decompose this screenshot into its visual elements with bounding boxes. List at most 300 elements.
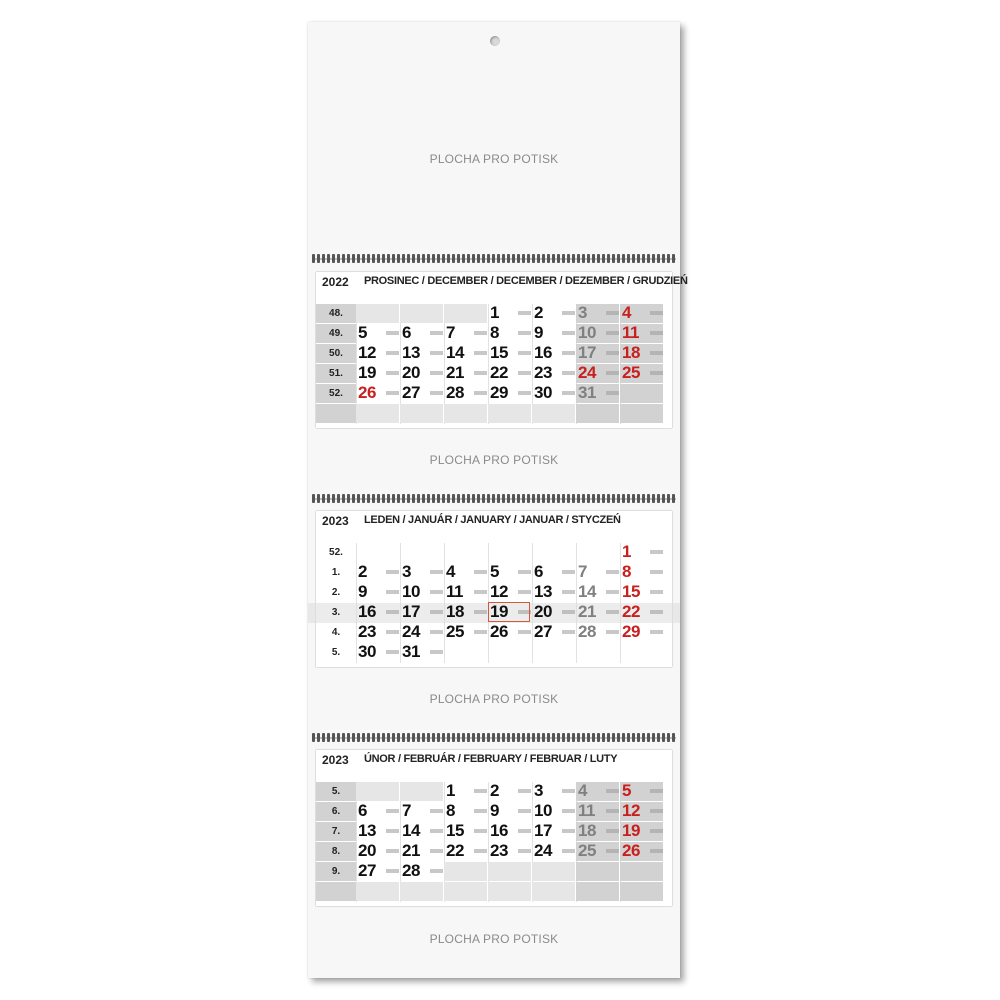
day-cell <box>444 583 487 602</box>
nameday-text <box>562 789 575 793</box>
day-cell <box>488 583 531 602</box>
nameday-text <box>386 630 399 634</box>
day-number: 9 <box>490 801 499 820</box>
day-cell <box>444 384 487 403</box>
nameday-text <box>518 391 531 395</box>
week-row <box>316 603 672 623</box>
week-row <box>316 782 672 802</box>
nameday-text <box>386 869 399 873</box>
day-number: 25 <box>446 622 464 641</box>
day-cell <box>356 603 399 622</box>
day-cell <box>400 344 443 363</box>
week-number: 52. <box>329 547 343 558</box>
nameday-text <box>562 849 575 853</box>
day-cell <box>620 882 663 901</box>
day-cell <box>488 882 531 901</box>
nameday-text <box>430 391 443 395</box>
day-cell <box>532 782 575 801</box>
day-number: 28 <box>402 861 420 880</box>
day-cell <box>488 782 531 801</box>
day-number: 11 <box>578 801 595 820</box>
day-cell <box>400 563 443 582</box>
day-number: 6 <box>402 323 411 342</box>
day-number: 3 <box>402 562 411 581</box>
day-cell <box>444 802 487 821</box>
day-number: 12 <box>490 582 508 601</box>
day-cell <box>532 583 575 602</box>
week-row <box>316 862 672 882</box>
day-number: 29 <box>490 383 508 402</box>
day-number: 24 <box>402 622 420 641</box>
day-number: 8 <box>490 323 499 342</box>
day-cell <box>576 842 619 861</box>
day-cell <box>576 384 619 403</box>
nameday-text <box>430 590 443 594</box>
day-cell <box>532 802 575 821</box>
spiral-binding-2 <box>312 494 676 504</box>
day-cell <box>532 862 575 881</box>
day-number: 18 <box>578 821 596 840</box>
day-cell <box>400 543 443 562</box>
day-number: 10 <box>402 582 420 601</box>
day-cell <box>488 563 531 582</box>
day-number: 25 <box>578 841 596 860</box>
nameday-text <box>606 331 619 335</box>
day-cell <box>400 782 443 801</box>
day-number: 15 <box>446 821 464 840</box>
nameday-text <box>386 610 399 614</box>
day-cell <box>532 842 575 861</box>
day-number: 21 <box>402 841 420 860</box>
week-row <box>316 583 672 603</box>
day-cell <box>488 862 531 881</box>
day-cell <box>576 782 619 801</box>
day-cell <box>444 304 487 323</box>
nameday-text <box>562 630 575 634</box>
week-number: 3. <box>331 607 341 618</box>
month-header <box>316 511 672 543</box>
day-number: 19 <box>358 363 376 382</box>
day-cell <box>620 862 663 881</box>
day-number: 21 <box>578 602 596 621</box>
day-cell <box>356 782 399 801</box>
nameday-text <box>562 311 575 315</box>
day-cell <box>532 364 575 383</box>
day-cell <box>488 603 531 622</box>
nameday-text <box>386 391 399 395</box>
nameday-text <box>650 590 663 594</box>
nameday-text <box>430 829 443 833</box>
day-cell <box>620 364 663 383</box>
week-number: 52. <box>316 384 356 403</box>
day-cell <box>400 404 443 423</box>
day-number: 10 <box>578 323 596 342</box>
day-cell <box>400 842 443 861</box>
day-number: 22 <box>490 363 508 382</box>
day-cell <box>356 802 399 821</box>
nameday-text <box>562 371 575 375</box>
week-number: 5. <box>331 647 341 658</box>
day-cell <box>444 344 487 363</box>
day-number: 27 <box>402 383 420 402</box>
nameday-text <box>518 630 531 634</box>
day-cell <box>488 643 531 662</box>
day-number: 18 <box>446 602 464 621</box>
week-row <box>316 384 672 404</box>
day-cell <box>488 304 531 323</box>
day-cell <box>444 623 487 642</box>
day-cell <box>488 623 531 642</box>
day-cell <box>444 842 487 861</box>
day-cell <box>488 822 531 841</box>
nameday-text <box>474 351 487 355</box>
nameday-text <box>606 829 619 833</box>
day-cell <box>532 404 575 423</box>
nameday-text <box>606 849 619 853</box>
nameday-text <box>430 570 443 574</box>
nameday-text <box>518 351 531 355</box>
day-number: 2 <box>490 781 499 800</box>
week-number: 7. <box>316 822 356 841</box>
day-cell <box>444 643 487 662</box>
day-cell <box>488 364 531 383</box>
day-cell <box>576 882 619 901</box>
nameday-text <box>474 570 487 574</box>
day-cell <box>488 842 531 861</box>
nameday-text <box>562 829 575 833</box>
week-number: 9. <box>316 862 356 881</box>
nameday-text <box>474 331 487 335</box>
day-cell <box>532 822 575 841</box>
day-cell <box>400 822 443 841</box>
days-grid <box>316 304 672 424</box>
day-cell <box>444 782 487 801</box>
day-cell <box>444 543 487 562</box>
day-cell <box>400 384 443 403</box>
week-number: 4. <box>331 627 341 638</box>
month-title: PROSINEC / DECEMBER / DECEMBER / DEZEMBER / GRUDZIEŃ <box>364 275 688 287</box>
day-cell <box>356 623 399 642</box>
day-number: 28 <box>446 383 464 402</box>
day-number: 14 <box>446 343 464 362</box>
day-cell <box>620 324 663 343</box>
nameday-text <box>650 630 663 634</box>
day-cell <box>576 822 619 841</box>
day-number: 14 <box>402 821 420 840</box>
day-cell <box>400 643 443 662</box>
nameday-text <box>386 650 399 654</box>
day-cell <box>400 304 443 323</box>
day-number: 9 <box>358 582 367 601</box>
nameday-text <box>562 351 575 355</box>
day-cell <box>444 862 487 881</box>
print-area-label-2: PLOCHA PRO POTISK <box>429 453 559 467</box>
day-cell <box>576 324 619 343</box>
day-number: 1 <box>490 303 499 322</box>
day-number: 23 <box>358 622 376 641</box>
nameday-text <box>518 331 531 335</box>
nameday-text <box>606 610 619 614</box>
day-cell <box>620 344 663 363</box>
day-number: 11 <box>622 323 639 342</box>
day-cell <box>620 822 663 841</box>
day-cell <box>444 364 487 383</box>
week-number: 2. <box>331 587 341 598</box>
day-number: 12 <box>622 801 640 820</box>
day-cell <box>444 882 487 901</box>
nameday-text <box>518 789 531 793</box>
day-number: 7 <box>446 323 455 342</box>
day-number: 5 <box>358 323 367 342</box>
print-area-label-3: PLOCHA PRO POTISK <box>429 692 559 706</box>
day-cell <box>620 643 663 662</box>
nameday-text <box>606 371 619 375</box>
nameday-text <box>606 311 619 315</box>
day-cell <box>444 563 487 582</box>
day-cell <box>620 842 663 861</box>
nameday-text <box>518 809 531 813</box>
week-row <box>316 643 672 663</box>
day-number: 26 <box>490 622 508 641</box>
nameday-text <box>386 371 399 375</box>
day-cell <box>488 404 531 423</box>
day-number: 24 <box>578 363 596 382</box>
day-cell <box>400 882 443 901</box>
day-cell <box>356 344 399 363</box>
week-row <box>316 563 672 583</box>
day-cell <box>620 404 663 423</box>
day-number: 29 <box>622 622 640 641</box>
day-number: 19 <box>622 821 640 840</box>
day-number: 4 <box>578 781 587 800</box>
day-number: 20 <box>402 363 420 382</box>
day-cell <box>576 603 619 622</box>
day-number: 16 <box>534 343 552 362</box>
nameday-text <box>562 570 575 574</box>
day-number: 1 <box>622 542 631 561</box>
week-row <box>316 344 672 364</box>
day-cell <box>356 842 399 861</box>
day-cell <box>576 563 619 582</box>
day-number: 6 <box>534 562 543 581</box>
week-row <box>316 543 672 563</box>
day-number: 13 <box>402 343 420 362</box>
day-cell <box>620 384 663 403</box>
week-number: 6. <box>316 802 356 821</box>
spiral-binding-1 <box>312 254 676 264</box>
nameday-text <box>650 371 663 375</box>
nameday-text <box>650 550 663 554</box>
nameday-text <box>606 590 619 594</box>
day-cell <box>400 583 443 602</box>
spiral-binding-3 <box>312 733 676 743</box>
week-row <box>316 822 672 842</box>
nameday-text <box>650 570 663 574</box>
day-number: 27 <box>358 861 376 880</box>
days-grid <box>316 782 672 902</box>
day-number: 13 <box>358 821 376 840</box>
week-row <box>316 324 672 344</box>
day-number: 20 <box>358 841 376 860</box>
day-number: 31 <box>578 383 596 402</box>
day-cell <box>488 802 531 821</box>
day-cell <box>444 404 487 423</box>
day-number: 10 <box>534 801 552 820</box>
week-number: 50. <box>316 344 356 363</box>
day-number: 8 <box>622 562 631 581</box>
week-number: 5. <box>316 782 356 801</box>
day-cell <box>400 862 443 881</box>
day-number: 26 <box>358 383 376 402</box>
current-day-frame <box>488 602 530 622</box>
nameday-text <box>562 391 575 395</box>
day-cell <box>444 603 487 622</box>
day-cell <box>400 623 443 642</box>
nameday-text <box>430 331 443 335</box>
day-cell <box>532 603 575 622</box>
nameday-text <box>518 570 531 574</box>
nameday-text <box>430 630 443 634</box>
day-number: 17 <box>534 821 552 840</box>
month-header <box>316 750 672 782</box>
month-february-2023 <box>316 750 672 906</box>
day-number: 3 <box>578 303 587 322</box>
month-header <box>316 272 688 304</box>
year-label: 2022 <box>322 275 349 289</box>
day-number: 5 <box>622 781 631 800</box>
nameday-text <box>650 789 663 793</box>
day-cell <box>444 822 487 841</box>
day-cell <box>532 563 575 582</box>
week-row <box>316 882 672 902</box>
day-cell <box>356 862 399 881</box>
month-january-2023 <box>316 511 672 667</box>
day-cell <box>356 364 399 383</box>
year-label: 2023 <box>322 753 349 767</box>
nameday-text <box>606 570 619 574</box>
day-cell <box>620 563 663 582</box>
day-cell <box>620 802 663 821</box>
day-number: 7 <box>578 562 587 581</box>
day-cell <box>356 643 399 662</box>
week-number: 8. <box>316 842 356 861</box>
nameday-text <box>474 391 487 395</box>
nameday-text <box>518 590 531 594</box>
day-cell <box>620 583 663 602</box>
day-cell <box>356 304 399 323</box>
day-cell <box>532 623 575 642</box>
day-cell <box>488 344 531 363</box>
day-number: 31 <box>402 642 420 661</box>
nameday-text <box>606 391 619 395</box>
nameday-text <box>650 809 663 813</box>
day-number: 23 <box>534 363 552 382</box>
day-cell <box>620 603 663 622</box>
day-cell <box>356 822 399 841</box>
day-cell <box>400 802 443 821</box>
nameday-text <box>430 869 443 873</box>
day-number: 30 <box>534 383 552 402</box>
nameday-text <box>386 351 399 355</box>
day-cell <box>532 304 575 323</box>
week-number: 1. <box>331 567 341 578</box>
nameday-text <box>518 849 531 853</box>
day-number: 26 <box>622 841 640 860</box>
month-title: LEDEN / JANUÁR / JANUARY / JANUAR / STYCZEŃ <box>364 514 621 526</box>
week-number: 49. <box>316 324 356 343</box>
day-number: 3 <box>534 781 543 800</box>
day-cell <box>576 643 619 662</box>
day-number: 6 <box>358 801 367 820</box>
nameday-text <box>606 809 619 813</box>
nameday-text <box>474 371 487 375</box>
nameday-text <box>650 311 663 315</box>
week-row <box>316 304 672 324</box>
week-number <box>316 882 356 901</box>
day-number: 14 <box>578 582 596 601</box>
year-label: 2023 <box>322 514 349 528</box>
day-cell <box>488 324 531 343</box>
day-cell <box>356 563 399 582</box>
nameday-text <box>562 809 575 813</box>
month-december-2022 <box>316 272 688 428</box>
week-number <box>316 404 356 423</box>
nameday-text <box>650 351 663 355</box>
nameday-text <box>430 650 443 654</box>
day-cell <box>444 324 487 343</box>
day-cell <box>576 583 619 602</box>
nameday-text <box>474 789 487 793</box>
day-cell <box>532 643 575 662</box>
day-number: 20 <box>534 602 552 621</box>
day-number: 17 <box>402 602 420 621</box>
day-cell <box>532 324 575 343</box>
nameday-text <box>474 630 487 634</box>
nameday-text <box>474 590 487 594</box>
nameday-text <box>386 570 399 574</box>
day-number: 12 <box>358 343 376 362</box>
hanging-hole <box>490 36 500 46</box>
month-title: ÚNOR / FEBRUÁR / FEBRUARY / FEBRUAR / LUTY <box>364 753 618 765</box>
nameday-text <box>606 789 619 793</box>
nameday-text <box>430 809 443 813</box>
day-cell <box>532 882 575 901</box>
nameday-text <box>430 351 443 355</box>
day-number: 1 <box>446 781 455 800</box>
wall-calendar-sheet <box>308 22 688 978</box>
day-number: 16 <box>490 821 508 840</box>
days-grid <box>316 543 672 663</box>
day-cell <box>532 384 575 403</box>
day-cell <box>576 344 619 363</box>
nameday-text <box>562 331 575 335</box>
day-cell <box>576 364 619 383</box>
day-cell <box>488 384 531 403</box>
day-number: 11 <box>446 582 463 601</box>
day-cell <box>400 364 443 383</box>
day-number: 22 <box>446 841 464 860</box>
day-cell <box>532 543 575 562</box>
nameday-text <box>606 351 619 355</box>
day-number: 23 <box>490 841 508 860</box>
nameday-text <box>562 590 575 594</box>
day-cell <box>356 324 399 343</box>
nameday-text <box>562 610 575 614</box>
day-number: 9 <box>534 323 543 342</box>
day-number: 30 <box>358 642 376 661</box>
day-cell <box>576 623 619 642</box>
day-number: 8 <box>446 801 455 820</box>
